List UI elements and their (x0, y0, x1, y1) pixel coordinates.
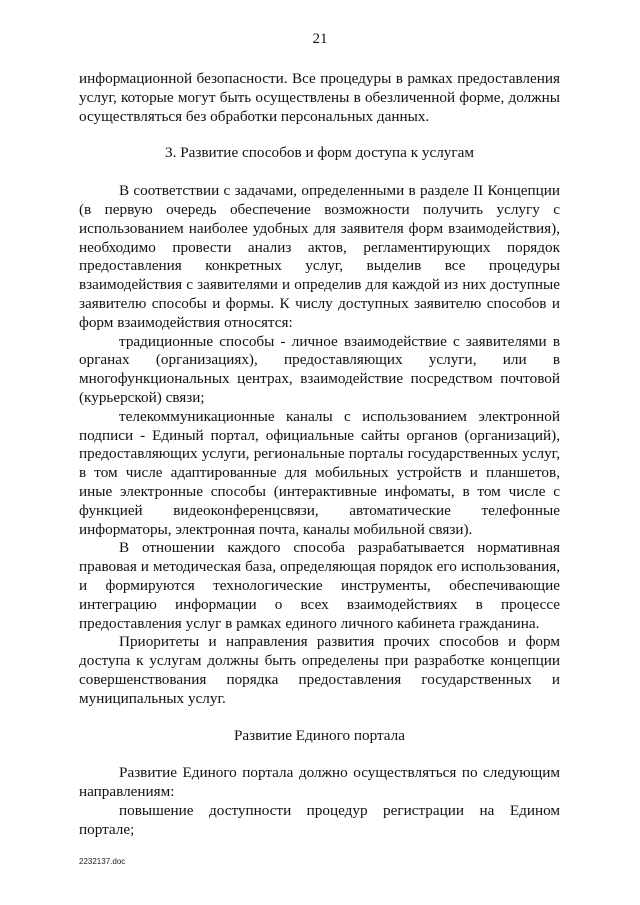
intro-paragraph: информационной безопасности. Все процедуры в рамках предоставления услуг, которые могут быть осуществлены в обезличенной форме, должны осуществляться без обработки персональных данных. (79, 70, 560, 125)
paragraph-normative-base: В отношении каждого способа разрабатывается нормативная правовая и методическая база, определяющая порядок его использования, и формируются технологические инструменты, обеспечивающие интеграцию информации о всех взаимодействиях в процессе предоставления услуг в рамках единого личного кабинета гражданина. (79, 539, 560, 632)
paragraph-telecom-channels: телекоммуникационные каналы с использованием электронной подписи - Единый портал, официальные сайты органов (организаций), предоставляющих услуги, региональные порталы государственных услуг, в том числе адаптированные для мобильных устройств и планшетов, иные электронные способы (интерактивные инфоматы, в том числе с функцией видеоконференцсвязи, автоматические телефонные информаторы, электронная почта, каналы мобильной связи). (79, 407, 560, 538)
section-heading: 3. Развитие способов и форм доступа к услугам (165, 144, 474, 162)
paragraph-tasks: В соответствии с задачами, определенными в разделе II Концепции (в первую очередь обеспечение возможности получить услугу с использованием наиболее удобных для заявителя форм взаимодействия), необходимо провести анализ актов, регламентирующих порядок предоставления конкретных услуг, выделив все процедуры взаимодействия с заявителями и определив для каждой из них доступные заявителю способы и формы. К числу доступных заявителю способов и форм взаимодействия относятся: (79, 182, 560, 331)
footer-document-id: 2232137.doc (79, 857, 126, 866)
paragraph-priorities: Приоритеты и направления развития прочих способов и форм доступа к услугам должны быть определены при разработке концепции совершенствования порядка предоставления государственных и муниципальных услуг. (79, 633, 560, 707)
subsection-heading: Развитие Единого портала (233, 726, 405, 744)
page-number: 21 (312, 31, 328, 47)
paragraph-registration-accessibility: повышение доступности процедур регистрации на Едином портале; (79, 801, 560, 838)
paragraph-portal-directions: Развитие Единого портала должно осуществляться по следующим направлениям: (79, 764, 560, 801)
document-body (79, 70, 560, 839)
paragraph-traditional-methods: традиционные способы - личное взаимодействие с заявителями в органах (организациях), предоставляющих услуги, или в многофункциональных центрах, взаимодействие посредством почтовой (курьерской) связи; (79, 332, 560, 406)
